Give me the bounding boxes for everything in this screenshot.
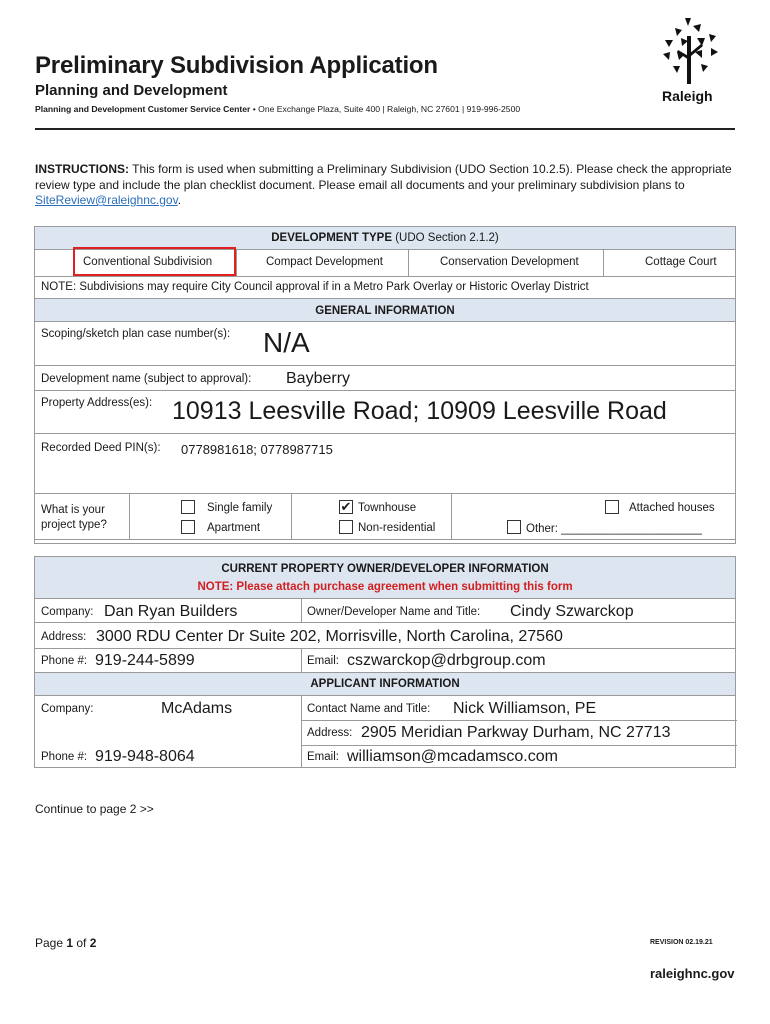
- applicant-phone-label: Phone #:: [41, 751, 88, 763]
- instructions: [35, 162, 735, 209]
- single-family-checkbox[interactable]: [181, 500, 195, 514]
- other-checkbox[interactable]: [507, 520, 521, 534]
- development-type-header: [35, 232, 735, 244]
- owner-contact-value[interactable]: Cindy Szwarckop: [510, 603, 634, 620]
- owner-email-label: Email:: [307, 655, 339, 667]
- applicant-address-label: Address:: [307, 727, 353, 739]
- applicant-email-label: Email:: [307, 751, 339, 763]
- general-information-header: GENERAL INFORMATION: [315, 305, 455, 317]
- attached-houses-checkbox[interactable]: [605, 500, 619, 514]
- applicant-contact-value[interactable]: Nick Williamson, PE: [453, 700, 597, 717]
- townhouse-checkbox[interactable]: ✔: [340, 499, 352, 514]
- apartment-checkbox[interactable]: [181, 520, 195, 534]
- applicant-phone-value[interactable]: 919-948-8064: [95, 748, 195, 765]
- option-conventional-label: Conventional Subdivision: [83, 256, 213, 268]
- development-type-title: DEVELOPMENT TYPE: [271, 232, 393, 244]
- property-address-label: Property Address(es):: [41, 397, 153, 409]
- page-total: 2: [89, 936, 97, 950]
- header-divider: [35, 128, 735, 130]
- project-type-label: What is your project type?: [41, 504, 107, 531]
- purchase-agreement-note: NOTE: Please attach purchase agreement when submitting this form: [197, 581, 573, 593]
- scoping-label: Scoping/sketch plan case number(s):: [41, 328, 231, 340]
- applicant-contact-label: Contact Name and Title:: [307, 703, 431, 715]
- department-name: Planning and Development: [35, 82, 228, 99]
- owner-information-header: CURRENT PROPERTY OWNER/DEVELOPER INFORMATION: [221, 563, 549, 575]
- deed-pin-label: Recorded Deed PIN(s):: [41, 442, 161, 454]
- apartment-label: Apartment: [207, 522, 261, 534]
- property-address-value[interactable]: 10913 Leesville Road; 10909 Leesville Road: [172, 397, 667, 425]
- development-general-section: [34, 226, 736, 544]
- page-number: [35, 936, 96, 950]
- deed-pin-value[interactable]: 0778981618; 0778987715: [181, 442, 333, 457]
- applicant-information-header: APPLICANT INFORMATION: [310, 678, 460, 690]
- attached-houses-label: Attached houses: [629, 502, 715, 514]
- instructions-label: INSTRUCTIONS:: [35, 162, 129, 176]
- instructions-text: This form is used when submitting a Preliminary Subdivision (UDO Section 10.2.5). Please check the appropriate review type and include the plan checklist document. Please email all documents and your preliminary subdivision plans to: [35, 162, 732, 192]
- page-current: 1: [66, 936, 74, 950]
- owner-email-value[interactable]: cszwarckop@drbgroup.com: [347, 652, 546, 669]
- scoping-value[interactable]: N/A: [263, 327, 310, 358]
- applicant-company-value[interactable]: McAdams: [161, 700, 233, 717]
- development-name-value[interactable]: Bayberry: [286, 370, 351, 387]
- owner-company-value[interactable]: Dan Ryan Builders: [104, 603, 238, 620]
- page-of: of: [73, 936, 90, 950]
- continue-to-page-2: Continue to page 2 >>: [35, 802, 154, 816]
- townhouse-label: Townhouse: [358, 502, 417, 514]
- owner-phone-label: Phone #:: [41, 655, 88, 667]
- logo-wordmark: Raleigh: [662, 88, 713, 104]
- option-conservation-development[interactable]: Conservation Development: [440, 256, 579, 268]
- applicant-email-value[interactable]: williamson@mcadamsco.com: [347, 748, 558, 765]
- owner-company-label: Company:: [41, 606, 94, 618]
- option-compact-development[interactable]: Compact Development: [266, 256, 383, 268]
- owner-address-value[interactable]: 3000 RDU Center Dr Suite 202, Morrisville, North Carolina, 27560: [96, 628, 563, 645]
- owner-phone-value[interactable]: 919-244-5899: [95, 652, 195, 669]
- page-prefix: Page: [35, 936, 67, 950]
- single-family-label: Single family: [207, 502, 273, 514]
- revision-date: REVISION 02.19.21: [650, 939, 713, 946]
- development-type-ref: (UDO Section 2.1.2): [392, 232, 499, 244]
- applicant-address-value[interactable]: 2905 Meridian Parkway Durham, NC 27713: [361, 724, 671, 741]
- form-title: Preliminary Subdivision Application: [35, 52, 438, 79]
- other-label[interactable]: Other: ______________________: [526, 523, 702, 535]
- non-residential-checkbox[interactable]: [339, 520, 353, 534]
- development-name-label: Development name (subject to approval):: [41, 373, 252, 385]
- owner-address-label: Address:: [41, 631, 87, 643]
- footer-website: raleighnc.gov: [650, 966, 735, 981]
- contact-center: Planning and Development Customer Service Center: [35, 104, 251, 114]
- applicant-company-label: Company:: [41, 703, 94, 715]
- overlay-note: NOTE: Subdivisions may require City Council approval if in a Metro Park Overlay or Historic Overlay District: [41, 281, 589, 293]
- non-residential-label: Non-residential: [358, 522, 436, 534]
- owner-applicant-section: [34, 556, 736, 768]
- instructions-end: .: [177, 193, 182, 207]
- contact-details: • One Exchange Plaza, Suite 400 | Raleigh, NC 27601 | 919-996-2500: [250, 104, 521, 114]
- owner-contact-label: Owner/Developer Name and Title:: [307, 606, 481, 618]
- site-review-email-link[interactable]: SiteReview@raleighnc.gov: [35, 193, 178, 207]
- option-cottage-court[interactable]: Cottage Court: [645, 256, 717, 268]
- contact-line: [35, 104, 520, 114]
